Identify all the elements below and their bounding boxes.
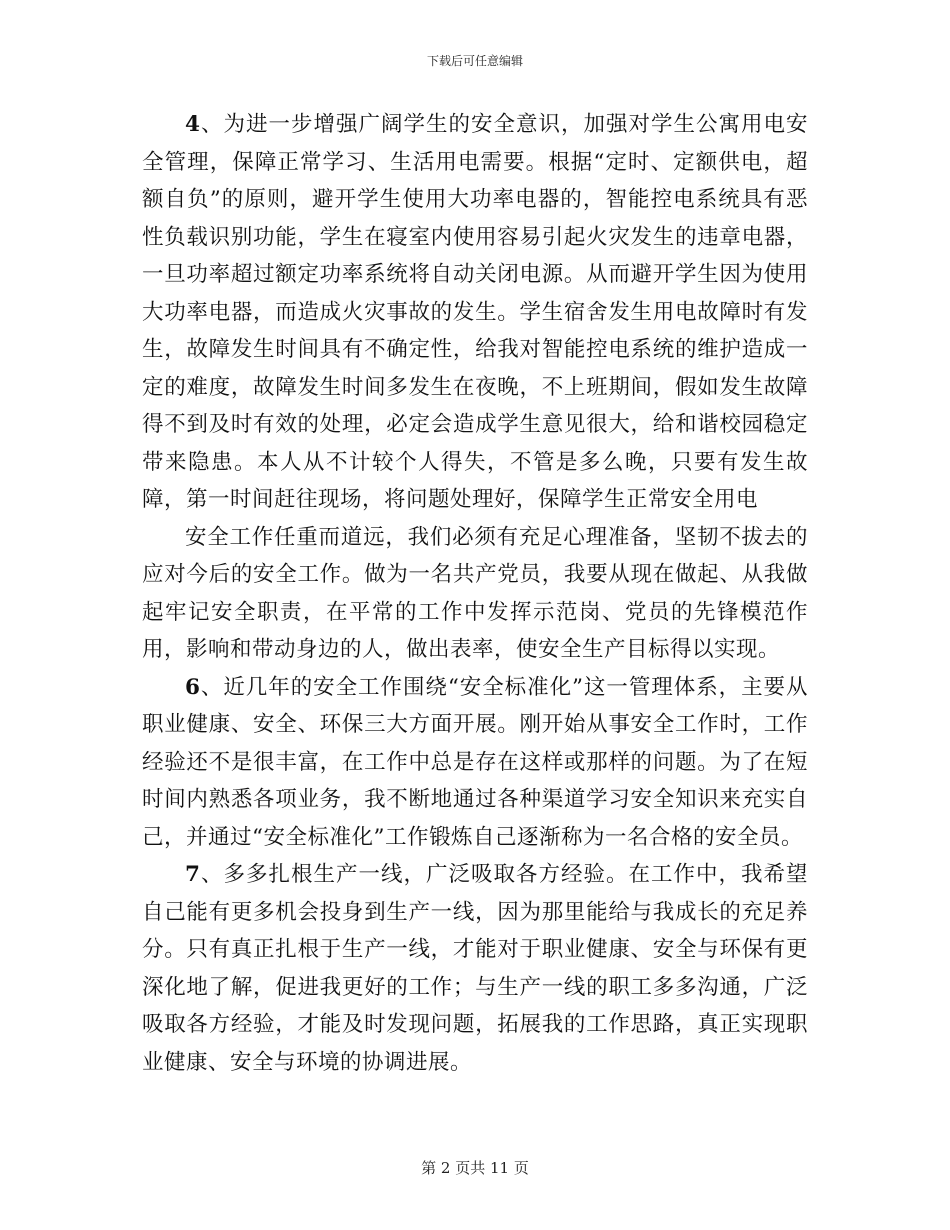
paragraph-text: 、多多扎根生产一线，广泛吸取各方经验。在工作中，我希望自己能有更多机会投身到生产一线，因为那里能给与我成长的充足养分。只有真正扎根于生产一线，才能对于职业健康、安全与环保有更深化地了解，促进我更好的工作；与生产一线的职工多多沟通，广泛吸取各方经验，才能及时发现问题，拓展我的工作思路，真正实现职业健康、安全与环境的协调进展。 <box>142 862 808 1075</box>
paragraph-item-7 <box>142 856 808 1081</box>
paragraph-text: 安全工作任重而道远，我们必须有充足心理准备，坚韧不拔去的应对今后的安全工作。做为一名共产党员，我要从现在做起、从我做起牢记安全职责，在平常的工作中发挥示范岗、党员的先锋模范作用，影响和带动身边的人，做出表率，使安全生产目标得以实现。 <box>142 524 808 662</box>
paragraph-number: 4 <box>185 112 201 137</box>
paragraph-text: 、近几年的安全工作围绕“安全标准化”这一管理体系，主要从职业健康、安全、环保三大方面开展。刚开始从事安全工作时，工作经验还不是很丰富，在工作中总是存在这样或那样的问题。为了在短时间内熟悉各项业务，我不断地通过各种渠道学习安全知识来充实自己，并通过“安全标准化”工作锻炼自己逐渐称为一名合格的安全员。 <box>142 674 808 850</box>
paragraph-item-6 <box>142 669 808 857</box>
page-number-footer: 第 2 页共 11 页 <box>421 1159 529 1177</box>
paragraph-number: 6 <box>185 674 201 700</box>
paragraph-number: 7 <box>185 862 201 887</box>
paragraph-item-4 <box>142 106 808 519</box>
paragraph-safety-work <box>142 519 808 669</box>
paragraph-text: 、为进一步增强广阔学生的安全意识，加强对学生公寓用电安全管理，保障正常学习、生活用电需要。根据“定时、定额供电，超额自负”的原则，避开学生使用大功率电器的，智能控电系统具有恶性负载识别功能，学生在寝室内使用容易引起火灾发生的违章电器，一旦功率超过额定功率系统将自动关闭电源。从而避开学生因为使用大功率电器，而造成火灾事故的发生。学生宿舍发生用电故障时有发生，故障发生时间具有不确定性，给我对智能控电系统的维护造成一定的难度，故障发生时间多发生在夜晚，不上班期间，假如发生故障得不到及时有效的处理，必定会造成学生意见很大，给和谐校园稳定带来隐患。本人从不计较个人得失，不管是多么晚，只要有发生故障，第一时间赶往现场，将问题处理好，保障学生正常安全用电 <box>142 112 808 512</box>
page-header: 下载后可任意编辑 <box>426 54 523 68</box>
document-body <box>142 106 808 1081</box>
